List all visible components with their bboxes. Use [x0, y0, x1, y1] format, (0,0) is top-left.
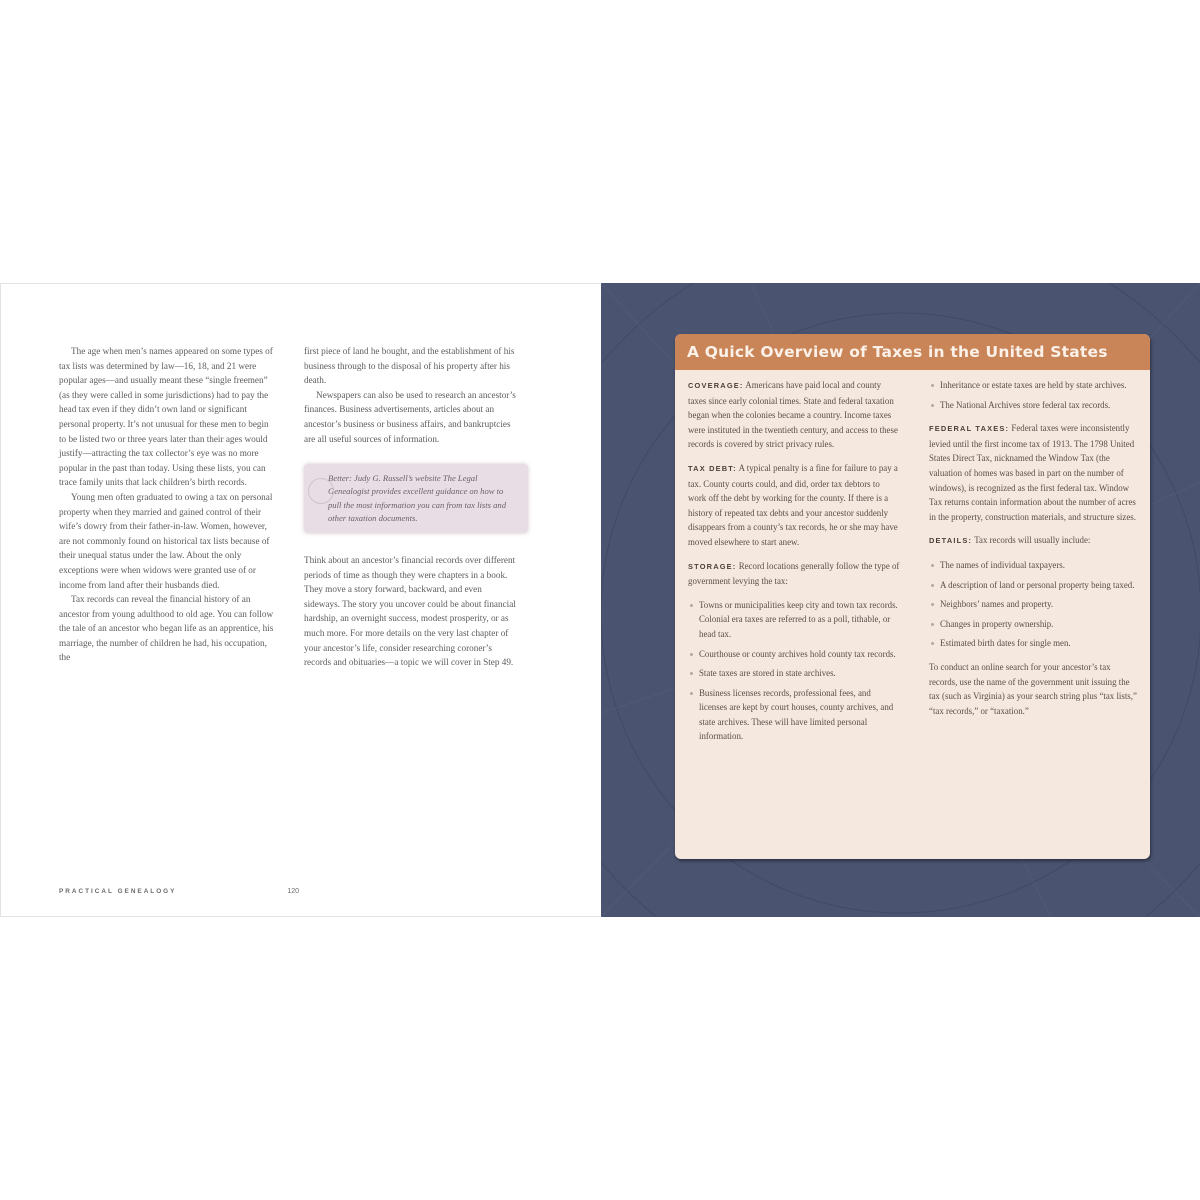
list-item: Courthouse or county archives hold county tax records. — [688, 647, 900, 662]
details-list — [929, 558, 1141, 651]
list-item: Towns or municipalities keep city and town tax records. Colonial era taxes are referred to as a poll, tithable, or head tax. — [688, 598, 900, 642]
storage-label: STORAGE: — [688, 561, 737, 571]
list-item: Changes in property ownership. — [929, 617, 1141, 632]
body-paragraph: The age when men’s names appeared on some types of tax lists was determined by law—16, 18, and 21 were popular ages—and usually meant these “single freemen” (as they were called in some jurisdictions) had to pay the head tax even if they didn’t own land or significant personal property. It’s not unusual for these men to begin to be listed two or three years later than their ages would justify—attracting the tax collector’s eye was no more popular in the past than today. Using these lists, you can trace family units that lack children’s birth records. — [59, 346, 273, 488]
page-footer — [59, 886, 299, 896]
globe-icon — [308, 478, 334, 504]
tip-callout — [304, 464, 528, 533]
coverage-section — [688, 378, 900, 452]
book-spread — [0, 283, 1200, 917]
coverage-label: COVERAGE: — [688, 381, 744, 390]
page-number: 120 — [287, 887, 299, 895]
sidebar-title: A Quick Overview of Taxes in the United States — [687, 343, 1108, 361]
closing-paragraph: To conduct an online search for your ancestor’s tax records, use the name of the government unit issuing the tax (such as Virginia) as your search string plus “tax lists,” “tax records,” or “taxation.” — [929, 661, 1137, 716]
sidebar-column-2 — [929, 378, 1141, 727]
body-paragraph: Think about an ancestor’s financial records over different periods of time as though they were chapters in a book. They move a story forward, backward, and even sideways. The story you uncover could be about financial hardship, an overnight success, modest prosperity, or as much more. For more details on the very last chapter of your ancestor’s life, consider researching coroner’s records and obituaries—a topic we will cover in Step 49. — [304, 554, 516, 668]
federal-taxes-label: FEDERAL TAXES: — [929, 424, 1010, 434]
storage-section — [688, 559, 900, 589]
details-label: DETAILS: — [929, 536, 973, 546]
federal-taxes-section — [929, 421, 1141, 524]
left-page — [0, 283, 600, 917]
list-item: Neighbors’ names and property. — [929, 597, 1141, 612]
details-text: Tax records will usually include: — [972, 535, 1091, 546]
list-item: Inheritance or estate taxes are held by state archives. — [929, 378, 1141, 393]
sidebar-column-1 — [688, 378, 900, 753]
storage-list-continued — [929, 378, 1141, 412]
storage-list — [688, 598, 900, 744]
body-paragraph: Young men often graduated to owing a tax on personal property when they married and gained control of their wife’s dowry from their father-in-law. Women, however, are not commonly found on historical tax lists because of their unequal status under the law. About the only exceptions were when widows were granted use of or income from land after their husbands died. — [59, 491, 273, 590]
details-section — [929, 533, 1141, 549]
federal-taxes-text: Federal taxes were inconsistently levied until the first income tax of 1913. The 1798 United States Direct Tax, nicknamed the Window Tax (the valuation of homes was based in part on the number of windows), is recognized as the first federal tax. Window Tax returns contain information about the number of acres in the property, construction materials, and structure sizes. — [929, 423, 1136, 522]
tax-debt-label: TAX DEBT: — [688, 463, 737, 473]
coverage-text: Americans have paid local and county taxes since early colonial times. State and federal taxation began when the colonies became a country. Income taxes were instituted in the twentieth century, and access to these records is covered by strict privacy rules. — [688, 380, 898, 450]
tax-debt-text: A typical penalty is a fine for failure to pay a tax. County courts could, and did, order tax debtors to work off the debt by working for the county. If there is a history of repeated tax debts and your ancestor suddenly disappears from a county’s tax records, he or she may have moved elsewhere to start anew. — [688, 462, 898, 547]
list-item: The National Archives store federal tax records. — [929, 398, 1141, 413]
right-page — [601, 283, 1200, 917]
running-head: PRACTICAL GENEALOGY — [59, 887, 177, 895]
list-item: The names of individual taxpayers. — [929, 558, 1141, 573]
sidebar-header — [675, 334, 1150, 370]
body-paragraph: Newspapers can also be used to research an ancestor’s finances. Business advertisements, articles about an ancestor’s business or business affairs, and bankruptcies are all useful sources of information. — [304, 389, 516, 444]
storage-text: Record locations generally follow the type of government levying the tax: — [688, 560, 900, 587]
callout-text: Better: Judy G. Russell’s website The Legal Genealogist provides excellent guidance on how to pull the most information you can from tax lists and other taxation documents. — [328, 473, 506, 523]
list-item: Business licenses records, professional fees, and licenses are kept by court houses, county archives, and state archives. These will have limited personal information. — [688, 686, 900, 744]
body-paragraph: first piece of land he bought, and the establishment of his business through to the disposal of his property after his death. — [304, 346, 515, 386]
sidebar-body — [675, 370, 1150, 859]
left-column-2 — [304, 344, 519, 670]
tax-debt-section — [688, 461, 900, 550]
list-item: A description of land or personal property being taxed. — [929, 578, 1141, 593]
tax-overview-sidebar — [675, 334, 1150, 859]
body-paragraph: Tax records can reveal the financial history of an ancestor from young adulthood to old age. You can follow the tale of an ancestor who began life as an apprentice, his marriage, the number of children he had, his occupation, the — [59, 594, 274, 663]
list-item: State taxes are stored in state archives. — [688, 666, 900, 681]
left-column-1 — [59, 344, 274, 665]
list-item: Estimated birth dates for single men. — [929, 636, 1141, 651]
